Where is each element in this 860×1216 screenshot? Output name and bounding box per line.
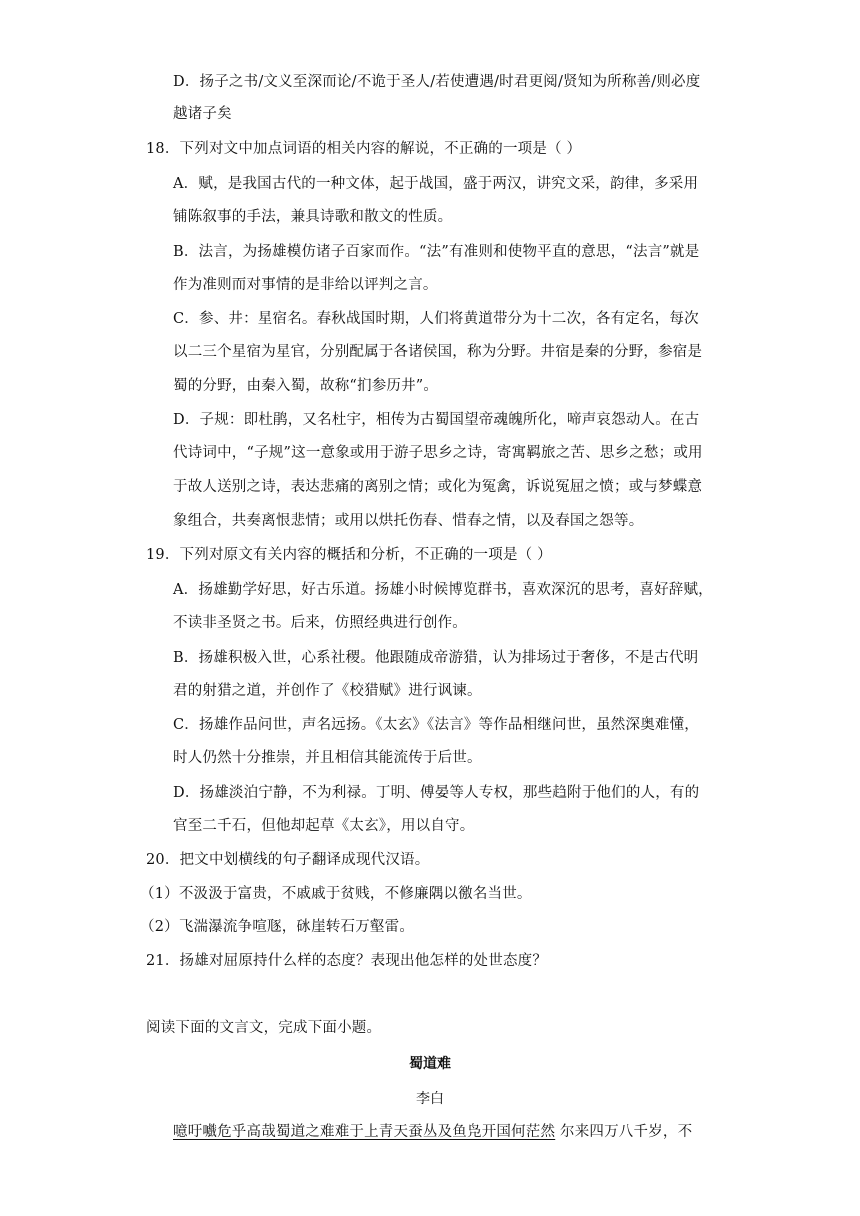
q18-option-b-line1: B．法言，为扬雄模仿诸子百家而作。“法”有准则和使物平直的意思，“法言”就是 xyxy=(173,244,700,260)
q18-option-d-line4: 象组合，共奏离恨悲情；或用以烘托伤春、惜春之情，以及春国之怨等。 xyxy=(173,513,644,529)
q19-option-c-line2: 时人仍然十分推崇，并且相信其能流传于后世。 xyxy=(173,750,482,766)
q18-option-a-line2: 铺陈叙事的手法，兼具诗歌和散文的性质。 xyxy=(173,209,453,225)
q20-sentence-2: （2）飞湍瀑流争喧豗，砯崖转石万壑雷。 xyxy=(140,919,415,935)
q19-option-a-line1: A．扬雄勤学好思，好古乐道。扬雄小时候博览群书，喜欢深沉的思考，喜好辞赋， xyxy=(173,582,713,598)
q20-sentence-1: （1）不汲汲于富贵，不戚戚于贫贱，不修廉隅以徼名当世。 xyxy=(140,886,532,902)
q18-option-d-line3: 于故人送别之诗，表达悲痛的离别之情；或化为冤禽，诉说冤屈之愤；或与梦蝶意 xyxy=(173,479,703,495)
q19-option-c-line1: C．扬雄作品问世，声名远扬。《太玄》《法言》等作品相继问世，虽然深奥难懂， xyxy=(173,717,699,733)
q18-option-d-line2: 代诗词中，“子规”这一意象或用于游子思乡之诗，寄寓羁旅之苦、思乡之愁；或用 xyxy=(173,445,703,461)
poem-line-continuation: 尔来四万八千岁，不 xyxy=(555,1124,693,1140)
q18-stem: 18．下列对文中加点词语的相关内容的解说，不正确的一项是（ ） xyxy=(146,141,582,157)
q18-option-b-line2: 作为准则而对事情的是非给以评判之言。 xyxy=(173,277,438,293)
q19-option-b-line1: B．扬雄积极入世，心系社稷。他跟随成帝游猎，认为排场过于奢侈，不是古代明 xyxy=(173,650,699,666)
reading-intro: 阅读下面的文言文，完成下面小题。 xyxy=(146,1020,382,1036)
q19-option-d-line2: 官至二千石，但他却起草《太玄》，用以自守。 xyxy=(173,818,475,834)
q18-option-c-line2: 以二三个星宿为星官，分别配属于各诸侯国，称为分野。井宿是秦的分野，参宿是 xyxy=(173,344,703,360)
q19-option-b-line2: 君的射猎之道，并创作了《校猎赋》进行讽谏。 xyxy=(173,683,482,699)
q19-option-d-line1: D．扬雄淡泊宁静，不为利禄。丁明、傅晏等人专权，那些趋附于他们的人，有的 xyxy=(173,785,700,801)
q18-option-a-line1: A．赋，是我国古代的一种文体，起于战国，盛于两汉，讲究文采，韵律，多采用 xyxy=(173,176,699,192)
poem-author: 李白 xyxy=(416,1091,444,1107)
poem-underlined-sentence: 噫吁嚱危乎高哉蜀道之难难于上青天蚕丛及鱼凫开国何茫然 xyxy=(173,1124,556,1140)
poem-title: 蜀道难 xyxy=(409,1056,451,1072)
q21-stem: 21．扬雄对屈原持什么样的态度？表现出他怎样的处世态度？ xyxy=(146,953,548,969)
q19-stem: 19．下列对原文有关内容的概括和分析，不正确的一项是（ ） xyxy=(146,547,552,563)
q17-option-d-line1: D．扬子之书/文义至深而论/不诡于圣人/若使遭遇/时君更阅/贤知为所称善/则必度 xyxy=(173,74,701,90)
q18-option-c-line1: C．参、井：星宿名。春秋战国时期，人们将黄道带分为十二次，各有定名，每次 xyxy=(173,311,699,327)
q18-option-d-line1: D．子规：即杜鹃，又名杜宇，相传为古蜀国望帝魂魄所化，啼声哀怨动人。在古 xyxy=(173,412,700,428)
q18-option-c-line3: 蜀的分野，由秦入蜀，故称“扪参历井”。 xyxy=(173,378,439,394)
q20-stem: 20．把文中划横线的句子翻译成现代汉语。 xyxy=(146,852,430,868)
poem-first-line xyxy=(173,1122,692,1142)
q19-option-a-line2: 不读非圣贤之书。后来，仿照经典进行创作。 xyxy=(173,615,467,631)
q17-option-d-line2: 越诸子矣 xyxy=(173,106,232,122)
